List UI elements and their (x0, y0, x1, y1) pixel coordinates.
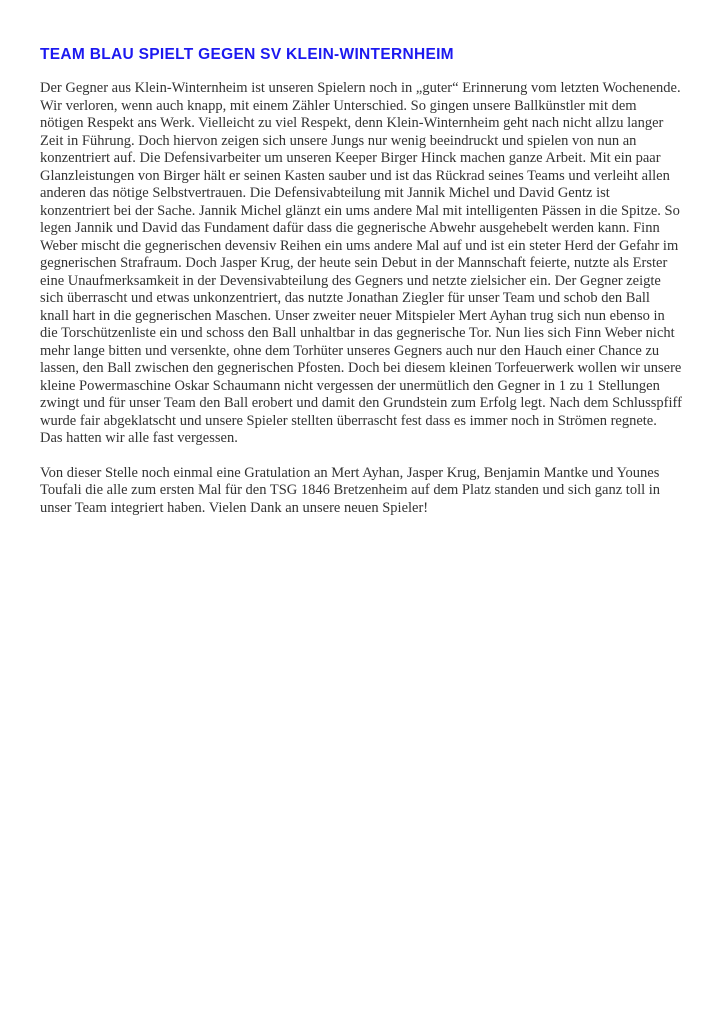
article-paragraph-2: Von dieser Stelle noch einmal eine Gratulation an Mert Ayhan, Jasper Krug, Benjamin Mantke und Younes Toufali die alle zum ersten Mal für den TSG 1846 Bretzenheim auf dem Platz standen und sich ganz toll in unser Team integriert haben. Vielen Dank an unsere neuen Spieler! (40, 464, 661, 516)
page-title: TEAM BLAU SPIELT GEGEN SV KLEIN-WINTERNHEIM (40, 46, 454, 63)
article-paragraph-1: Der Gegner aus Klein-Winternheim ist unseren Spielern noch in „guter“ Erinnerung vom letzten Wochenende. Wir verloren, wenn auch knapp, mit einem Zähler Unterschied. So gingen unsere Ballkünstler mit dem nötigen Respekt ans Werk. Vielleicht zu viel Respekt, denn Klein-Winternheim geht nach nicht allzu langer Zeit in Führung. Doch hiervon zeigen sich unsere Jungs nur wenig beeindruckt und spielen von nun an konzentriert auf. Die Defensivarbeiter um unseren Keeper Birger Hinck machen ganze Arbeit. Mit ein paar Glanzleistungen von Birger hält er seinen Kasten sauber und ist das Rückrad seines Teams und verleiht allen anderen das nötige Selbstvertrauen. Die Defensivabteilung mit Jannik Michel und David Gentz ist konzentriert bei der Sache. Jannik Michel glänzt ein ums andere Mal mit intelligenten Pässen in die Spitze. So legen Jannik und David das Fundament dafür dass die gegnerische Abwehr ausgehebelt werden kann. Finn Weber mischt die gegnerischen devensiv Reihen ein ums andere Mal auf und ist ein steter Herd der Gefahr im gegnerischen Strafraum. Doch Jasper Krug, der heute sein Debut in der Mannschaft feierte, nutzte als Erster eine Unaufmerksamkeit in der Devensivabteilung des Gegners und netzte zielsicher ein. Der Gegner zeigte sich überrascht und etwas unkonzentriert, das nutzte Jonathan Ziegler für unser Team und schob den Ball knall hart in die gegnerischen Maschen. Unser zweiter neuer Mitspieler Mert Ayhan trug sich nun ebenso in die Torschützenliste ein und schoss den Ball unhaltbar in das gegnerische Tor. Nun lies sich Finn Weber nicht mehr lange bitten und versenkte, ohne dem Torhüter unseres Gegners auch nur den Hauch einer Chance zu lassen, den Ball zwischen den gegnerischen Pfosten. Doch bei diesem kleinen Torfeuerwerk wollen wir unsere kleine Powermaschine Oskar Schaumann nicht vergessen der unermütlich den Gegner in 1 zu 1 Stellungen zwingt und für unser Team den Ball erobert und damit den Grundstein zum Erfolg legt. Nach dem Schlusspfiff wurde fair abgeklatscht und unsere Spieler stellten überrascht fest dass es immer noch in Strömen regnete. Das hatten wir alle fast vergessen. (40, 80, 682, 446)
